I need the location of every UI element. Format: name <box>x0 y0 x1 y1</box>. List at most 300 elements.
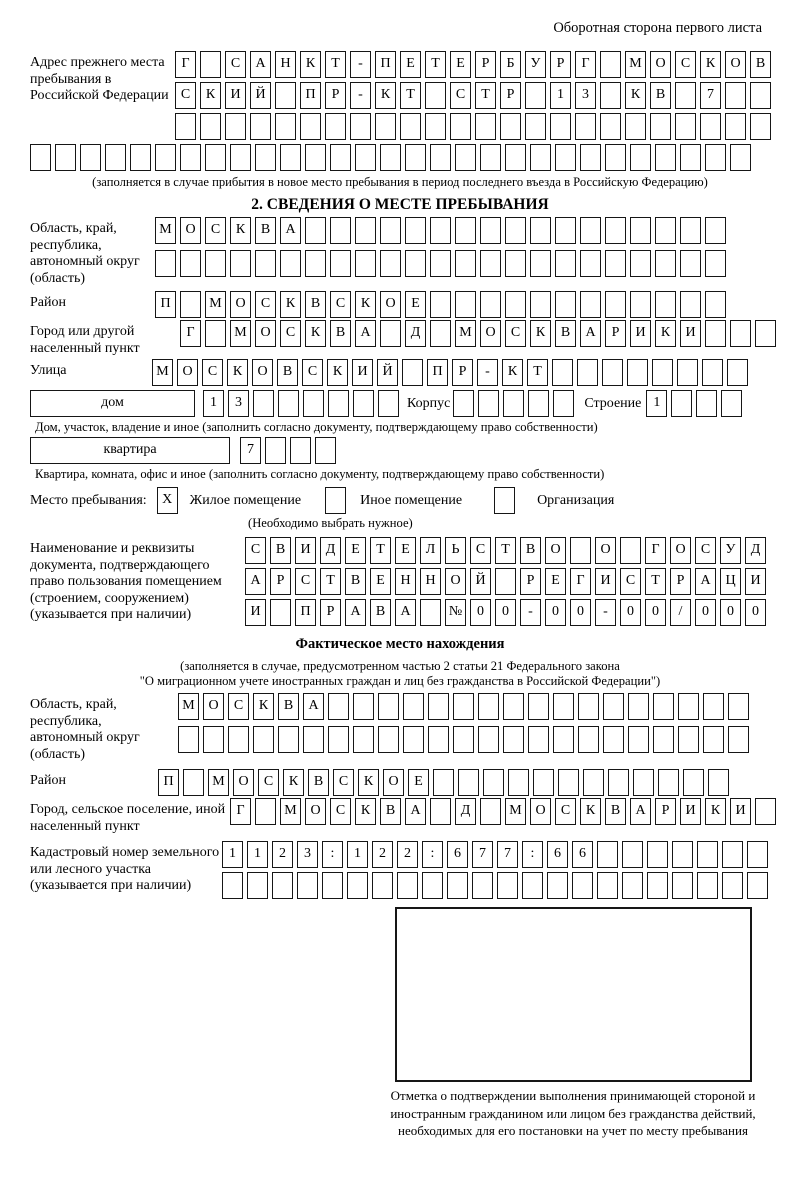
char-box[interactable] <box>750 113 771 140</box>
char-box[interactable]: В <box>650 82 671 109</box>
char-box[interactable]: Е <box>545 568 566 595</box>
char-box[interactable] <box>558 769 579 796</box>
char-box[interactable] <box>697 872 718 899</box>
char-box[interactable]: К <box>700 51 721 78</box>
char-box[interactable] <box>405 144 426 171</box>
char-box[interactable]: И <box>245 599 266 626</box>
char-box[interactable]: 3 <box>575 82 596 109</box>
char-box[interactable]: А <box>345 599 366 626</box>
char-box[interactable]: Б <box>500 51 521 78</box>
char-box[interactable] <box>480 217 501 244</box>
char-box[interactable] <box>597 841 618 868</box>
char-box[interactable]: 0 <box>495 599 516 626</box>
char-box[interactable]: С <box>695 537 716 564</box>
char-box[interactable] <box>305 144 326 171</box>
char-box[interactable] <box>328 693 349 720</box>
char-box[interactable] <box>575 113 596 140</box>
char-box[interactable]: Р <box>655 798 676 825</box>
char-box[interactable] <box>628 693 649 720</box>
char-box[interactable] <box>305 250 326 277</box>
char-box[interactable] <box>230 250 251 277</box>
char-box[interactable] <box>322 872 343 899</box>
char-box[interactable] <box>80 144 101 171</box>
char-box[interactable] <box>700 113 721 140</box>
char-box[interactable]: - <box>520 599 541 626</box>
char-box[interactable] <box>265 437 286 464</box>
char-box[interactable] <box>428 693 449 720</box>
char-box[interactable]: 1 <box>222 841 243 868</box>
char-box[interactable]: В <box>308 769 329 796</box>
char-box[interactable] <box>475 113 496 140</box>
char-box[interactable] <box>430 250 451 277</box>
char-box[interactable]: 0 <box>570 599 591 626</box>
char-box[interactable] <box>453 726 474 753</box>
char-box[interactable] <box>728 693 749 720</box>
char-box[interactable] <box>678 726 699 753</box>
char-box[interactable] <box>505 291 526 318</box>
char-box[interactable] <box>480 291 501 318</box>
char-box[interactable] <box>300 113 321 140</box>
char-box[interactable]: В <box>380 798 401 825</box>
char-box[interactable]: П <box>155 291 176 318</box>
char-box[interactable] <box>675 113 696 140</box>
char-box[interactable] <box>255 798 276 825</box>
char-box[interactable] <box>721 390 742 417</box>
char-box[interactable] <box>505 250 526 277</box>
char-box[interactable] <box>705 291 726 318</box>
char-box[interactable] <box>627 359 648 386</box>
char-box[interactable] <box>397 872 418 899</box>
char-box[interactable]: С <box>450 82 471 109</box>
char-box[interactable]: Г <box>180 320 201 347</box>
char-box[interactable] <box>255 144 276 171</box>
char-box[interactable] <box>503 390 524 417</box>
char-box[interactable]: О <box>255 320 276 347</box>
char-box[interactable]: Е <box>345 537 366 564</box>
char-box[interactable] <box>652 359 673 386</box>
char-box[interactable]: О <box>595 537 616 564</box>
char-box[interactable]: С <box>675 51 696 78</box>
char-box[interactable]: 1 <box>550 82 571 109</box>
char-box[interactable]: О <box>650 51 671 78</box>
char-box[interactable] <box>205 250 226 277</box>
char-box[interactable] <box>270 599 291 626</box>
char-box[interactable] <box>428 726 449 753</box>
char-box[interactable]: О <box>203 693 224 720</box>
char-box[interactable] <box>703 693 724 720</box>
char-box[interactable]: О <box>480 320 501 347</box>
char-box[interactable]: В <box>330 320 351 347</box>
char-box[interactable]: - <box>350 51 371 78</box>
char-box[interactable]: О <box>380 291 401 318</box>
char-box[interactable]: Т <box>527 359 548 386</box>
char-box[interactable]: К <box>253 693 274 720</box>
char-box[interactable] <box>250 113 271 140</box>
char-box[interactable] <box>253 726 274 753</box>
char-box[interactable] <box>330 144 351 171</box>
char-box[interactable] <box>530 291 551 318</box>
char-box[interactable]: Р <box>452 359 473 386</box>
char-box[interactable]: О <box>545 537 566 564</box>
char-box[interactable] <box>353 693 374 720</box>
char-box[interactable]: Е <box>408 769 429 796</box>
char-box[interactable]: М <box>152 359 173 386</box>
char-box[interactable]: / <box>670 599 691 626</box>
char-box[interactable] <box>450 113 471 140</box>
char-box[interactable]: С <box>205 217 226 244</box>
char-box[interactable]: А <box>580 320 601 347</box>
char-box[interactable]: Д <box>405 320 426 347</box>
char-box[interactable]: О <box>445 568 466 595</box>
char-box[interactable] <box>378 726 399 753</box>
char-box[interactable]: И <box>630 320 651 347</box>
char-box[interactable] <box>750 82 771 109</box>
char-box[interactable] <box>355 217 376 244</box>
char-box[interactable]: О <box>305 798 326 825</box>
char-box[interactable] <box>702 359 723 386</box>
char-box[interactable]: Е <box>400 51 421 78</box>
char-box[interactable]: О <box>725 51 746 78</box>
char-box[interactable]: 1 <box>247 841 268 868</box>
char-box[interactable]: М <box>178 693 199 720</box>
char-box[interactable]: В <box>750 51 771 78</box>
char-box[interactable] <box>180 291 201 318</box>
char-box[interactable] <box>497 872 518 899</box>
char-box[interactable] <box>305 217 326 244</box>
char-box[interactable]: О <box>180 217 201 244</box>
char-box[interactable]: К <box>625 82 646 109</box>
char-box[interactable] <box>696 390 717 417</box>
char-box[interactable]: М <box>230 320 251 347</box>
char-box[interactable]: Т <box>320 568 341 595</box>
char-box[interactable]: И <box>225 82 246 109</box>
char-box[interactable] <box>555 217 576 244</box>
char-box[interactable]: К <box>280 291 301 318</box>
char-box[interactable] <box>380 250 401 277</box>
char-box[interactable]: К <box>375 82 396 109</box>
char-box[interactable]: Т <box>370 537 391 564</box>
char-box[interactable] <box>403 693 424 720</box>
char-box[interactable]: И <box>730 798 751 825</box>
char-box[interactable] <box>455 144 476 171</box>
char-box[interactable] <box>655 291 676 318</box>
char-box[interactable] <box>580 217 601 244</box>
char-box[interactable] <box>280 250 301 277</box>
char-box[interactable]: Н <box>420 568 441 595</box>
char-box[interactable] <box>478 693 499 720</box>
char-box[interactable] <box>650 113 671 140</box>
char-box[interactable]: И <box>295 537 316 564</box>
char-box[interactable]: Г <box>175 51 196 78</box>
char-box[interactable] <box>353 390 374 417</box>
char-box[interactable]: И <box>352 359 373 386</box>
char-box[interactable] <box>30 144 51 171</box>
char-box[interactable] <box>683 769 704 796</box>
char-box[interactable] <box>633 769 654 796</box>
char-box[interactable]: М <box>625 51 646 78</box>
char-box[interactable] <box>605 291 626 318</box>
char-box[interactable] <box>630 291 651 318</box>
char-box[interactable] <box>503 726 524 753</box>
char-box[interactable]: К <box>502 359 523 386</box>
char-box[interactable] <box>478 726 499 753</box>
char-box[interactable]: 6 <box>547 841 568 868</box>
char-box[interactable] <box>655 250 676 277</box>
char-box[interactable] <box>303 390 324 417</box>
char-box[interactable] <box>550 113 571 140</box>
char-box[interactable] <box>500 113 521 140</box>
char-box[interactable]: С <box>302 359 323 386</box>
char-box[interactable] <box>430 798 451 825</box>
char-box[interactable] <box>315 437 336 464</box>
char-box[interactable]: С <box>255 291 276 318</box>
char-box[interactable]: Ц <box>720 568 741 595</box>
char-box[interactable] <box>647 872 668 899</box>
char-box[interactable] <box>620 537 641 564</box>
char-box[interactable]: А <box>630 798 651 825</box>
char-box[interactable] <box>508 769 529 796</box>
char-box[interactable]: 1 <box>347 841 368 868</box>
char-box[interactable] <box>347 872 368 899</box>
char-box[interactable] <box>328 390 349 417</box>
char-box[interactable] <box>330 217 351 244</box>
char-box[interactable]: Р <box>605 320 626 347</box>
char-box[interactable]: 7 <box>240 437 261 464</box>
char-box[interactable]: С <box>505 320 526 347</box>
char-box[interactable]: М <box>205 291 226 318</box>
char-box[interactable]: К <box>327 359 348 386</box>
char-box[interactable] <box>605 217 626 244</box>
char-box[interactable]: Р <box>500 82 521 109</box>
char-box[interactable]: В <box>255 217 276 244</box>
char-box[interactable] <box>528 726 549 753</box>
char-box[interactable] <box>353 726 374 753</box>
char-box[interactable] <box>228 726 249 753</box>
char-box[interactable]: 0 <box>620 599 641 626</box>
char-box[interactable]: О <box>383 769 404 796</box>
char-box[interactable] <box>697 841 718 868</box>
char-box[interactable]: С <box>280 320 301 347</box>
char-box[interactable] <box>725 82 746 109</box>
char-box[interactable] <box>480 250 501 277</box>
char-box[interactable]: С <box>330 798 351 825</box>
char-box[interactable] <box>430 291 451 318</box>
char-box[interactable] <box>653 693 674 720</box>
char-box[interactable]: 0 <box>545 599 566 626</box>
char-box[interactable]: 0 <box>695 599 716 626</box>
char-box[interactable] <box>572 872 593 899</box>
char-box[interactable]: С <box>295 568 316 595</box>
char-box[interactable] <box>680 250 701 277</box>
char-box[interactable] <box>205 144 226 171</box>
char-box[interactable] <box>378 390 399 417</box>
char-box[interactable]: С <box>330 291 351 318</box>
char-box[interactable] <box>655 144 676 171</box>
char-box[interactable] <box>505 217 526 244</box>
char-box[interactable] <box>552 359 573 386</box>
char-box[interactable] <box>275 82 296 109</box>
char-box[interactable] <box>530 144 551 171</box>
char-box[interactable]: О <box>530 798 551 825</box>
char-box[interactable] <box>55 144 76 171</box>
char-box[interactable]: М <box>155 217 176 244</box>
char-box[interactable]: Р <box>670 568 691 595</box>
char-box[interactable]: С <box>228 693 249 720</box>
char-box[interactable] <box>175 113 196 140</box>
char-box[interactable] <box>578 726 599 753</box>
char-box[interactable]: П <box>375 51 396 78</box>
char-box[interactable] <box>355 144 376 171</box>
char-box[interactable] <box>672 841 693 868</box>
char-box[interactable]: Р <box>270 568 291 595</box>
char-box[interactable] <box>278 726 299 753</box>
char-box[interactable]: В <box>520 537 541 564</box>
char-box[interactable]: № <box>445 599 466 626</box>
char-box[interactable]: И <box>595 568 616 595</box>
char-box[interactable] <box>453 693 474 720</box>
char-box[interactable] <box>578 693 599 720</box>
char-box[interactable]: К <box>355 798 376 825</box>
char-box[interactable] <box>680 291 701 318</box>
char-box[interactable]: : <box>422 841 443 868</box>
char-box[interactable] <box>425 82 446 109</box>
char-box[interactable]: Г <box>575 51 596 78</box>
char-box[interactable] <box>278 390 299 417</box>
char-box[interactable] <box>280 144 301 171</box>
char-box[interactable]: С <box>258 769 279 796</box>
char-box[interactable]: К <box>300 51 321 78</box>
char-box[interactable]: 2 <box>397 841 418 868</box>
char-box[interactable] <box>675 82 696 109</box>
char-box[interactable]: К <box>230 217 251 244</box>
char-box[interactable] <box>255 250 276 277</box>
char-box[interactable] <box>472 872 493 899</box>
char-box[interactable]: Р <box>550 51 571 78</box>
char-box[interactable] <box>602 359 623 386</box>
char-box[interactable] <box>430 144 451 171</box>
char-box[interactable] <box>420 599 441 626</box>
char-box[interactable] <box>603 726 624 753</box>
char-box[interactable]: Т <box>645 568 666 595</box>
char-box[interactable]: О <box>252 359 273 386</box>
char-box[interactable] <box>680 144 701 171</box>
char-box[interactable]: Т <box>475 82 496 109</box>
char-box[interactable]: 2 <box>372 841 393 868</box>
char-box[interactable]: 6 <box>572 841 593 868</box>
char-box[interactable] <box>105 144 126 171</box>
char-box[interactable]: К <box>305 320 326 347</box>
char-box[interactable] <box>622 872 643 899</box>
char-box[interactable] <box>225 113 246 140</box>
char-box[interactable]: К <box>200 82 221 109</box>
char-box[interactable] <box>722 872 743 899</box>
char-box[interactable] <box>553 390 574 417</box>
char-box[interactable] <box>580 291 601 318</box>
char-box[interactable] <box>653 726 674 753</box>
char-box[interactable]: Т <box>400 82 421 109</box>
char-box[interactable]: Р <box>325 82 346 109</box>
char-box[interactable]: А <box>280 217 301 244</box>
char-box[interactable]: Д <box>745 537 766 564</box>
char-box[interactable] <box>455 250 476 277</box>
char-box[interactable]: С <box>470 537 491 564</box>
char-box[interactable] <box>458 769 479 796</box>
char-box[interactable] <box>430 217 451 244</box>
char-box[interactable]: К <box>705 798 726 825</box>
char-box[interactable] <box>350 113 371 140</box>
char-box[interactable]: 7 <box>472 841 493 868</box>
char-box[interactable] <box>603 693 624 720</box>
char-box[interactable] <box>455 291 476 318</box>
char-box[interactable]: С <box>333 769 354 796</box>
char-box[interactable] <box>672 872 693 899</box>
char-box[interactable]: В <box>278 693 299 720</box>
char-box[interactable] <box>372 872 393 899</box>
char-box[interactable]: 7 <box>700 82 721 109</box>
char-box[interactable] <box>730 320 751 347</box>
char-box[interactable]: Г <box>570 568 591 595</box>
char-box[interactable]: М <box>208 769 229 796</box>
char-box[interactable] <box>553 726 574 753</box>
char-box[interactable] <box>655 217 676 244</box>
char-box[interactable] <box>200 51 221 78</box>
char-box[interactable] <box>597 872 618 899</box>
char-box[interactable] <box>525 113 546 140</box>
char-box[interactable]: Г <box>645 537 666 564</box>
char-box[interactable] <box>605 250 626 277</box>
char-box[interactable] <box>422 872 443 899</box>
char-box[interactable]: С <box>202 359 223 386</box>
char-box[interactable] <box>530 217 551 244</box>
char-box[interactable]: И <box>745 568 766 595</box>
char-box[interactable] <box>728 726 749 753</box>
char-box[interactable] <box>447 872 468 899</box>
char-box[interactable] <box>272 872 293 899</box>
char-box[interactable] <box>680 217 701 244</box>
char-box[interactable] <box>755 798 776 825</box>
char-box[interactable]: С <box>175 82 196 109</box>
char-box[interactable]: В <box>605 798 626 825</box>
char-box[interactable] <box>230 144 251 171</box>
char-box[interactable]: - <box>477 359 498 386</box>
char-box[interactable]: А <box>245 568 266 595</box>
char-box[interactable] <box>555 291 576 318</box>
char-box[interactable]: 1 <box>203 390 224 417</box>
char-box[interactable]: С <box>245 537 266 564</box>
char-box[interactable]: Р <box>320 599 341 626</box>
char-box[interactable] <box>203 726 224 753</box>
char-box[interactable] <box>725 113 746 140</box>
char-box[interactable]: М <box>505 798 526 825</box>
char-box[interactable] <box>570 537 591 564</box>
char-box[interactable]: О <box>230 291 251 318</box>
char-box[interactable] <box>478 390 499 417</box>
char-box[interactable] <box>547 872 568 899</box>
char-box[interactable] <box>530 250 551 277</box>
char-box[interactable]: А <box>695 568 716 595</box>
char-box[interactable] <box>180 144 201 171</box>
char-box[interactable]: К <box>580 798 601 825</box>
char-box[interactable] <box>380 217 401 244</box>
char-box[interactable]: Ь <box>445 537 466 564</box>
char-box[interactable] <box>605 144 626 171</box>
char-box[interactable] <box>155 144 176 171</box>
char-box[interactable]: Н <box>395 568 416 595</box>
char-box[interactable]: Д <box>320 537 341 564</box>
char-box[interactable] <box>600 113 621 140</box>
char-box[interactable] <box>328 726 349 753</box>
char-box[interactable] <box>178 726 199 753</box>
